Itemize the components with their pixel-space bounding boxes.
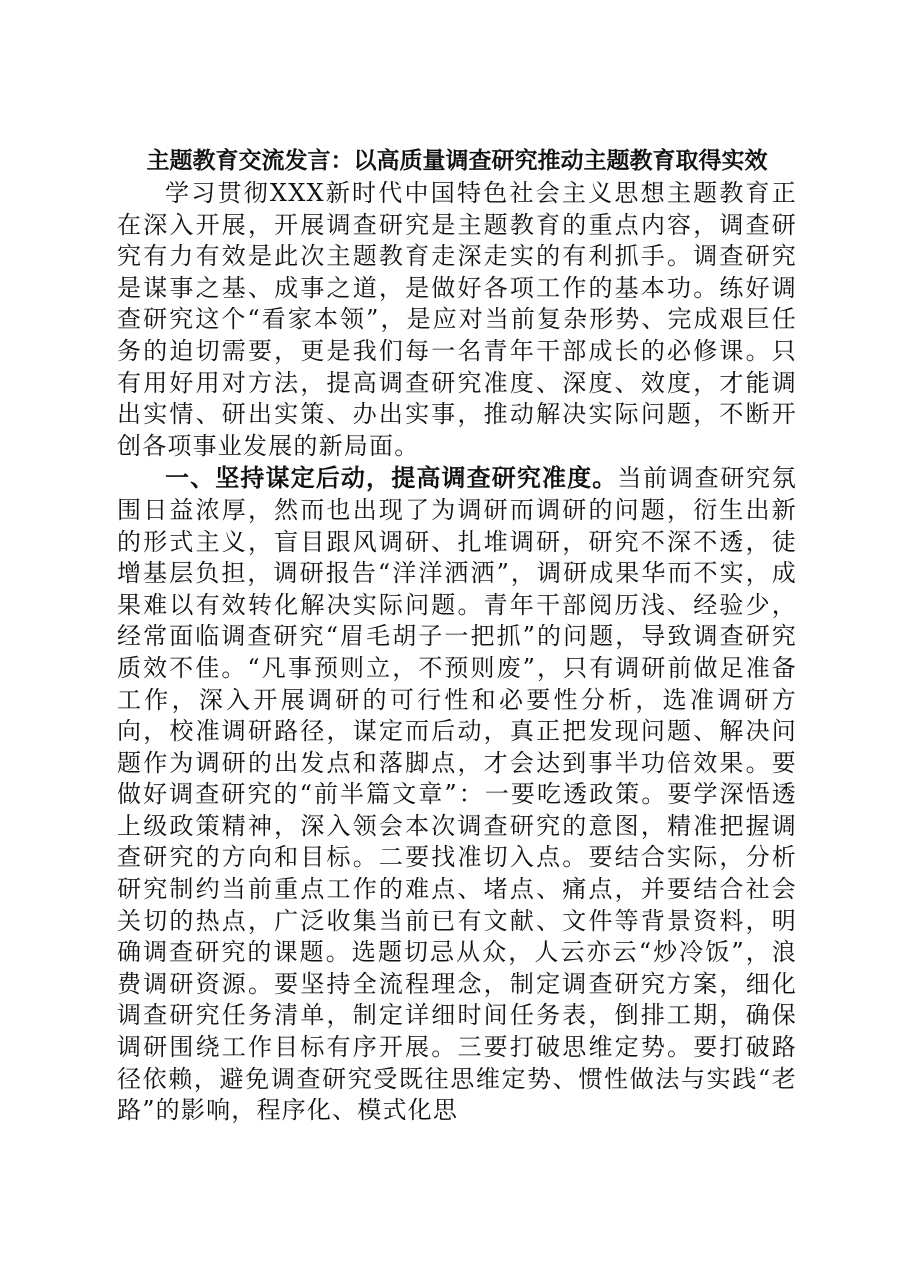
intro-paragraph-text: 学习贯彻XXX新时代中国特色社会主义思想主题教育正在深入开展，开展调查研究是主题教育的重点内容，调查研究有力有效是此次主题教育走深走实的有利抓手。调查研究是谋事之基、成事之道，是做好各项工作的基本功。练好调查研究这个“看家本领”，是应对当前复杂形势、完成艰巨任务的迫切需要，更是我们每一名青年干部成长的必修课。只有用好用对方法，提高调查研究准度、深度、效度，才能调出实情、研出实策、办出实事，推动解决实际问题，不断开创各项事业发展的新局面。 [117, 179, 797, 460]
document-title: 主题教育交流发言：以高质量调查研究推动主题教育取得实效 [146, 147, 768, 174]
intro-paragraph [117, 178, 797, 462]
document-body [117, 144, 797, 1127]
section-one-text: 当前调查研究氛围日益浓厚，然而也出现了为调研而调研的问题，衍生出新的形式主义，盲目跟风调研、扎堆调研，研究不深不透，徒增基层负担，调研报告“洋洋洒洒”，调研成果华而不实，成果难以有效转化解决实际问题。青年干部阅历浅、经验少，经常面临调查研究“眉毛胡子一把抓”的问题，导致调查研究质效不佳。“凡事预则立，不预则废”，只有调研前做足准备工作，深入开展调研的可行性和必要性分析，选准调研方向，校准调研路径，谋定而后动，真正把发现问题、解决问题作为调研的出发点和落脚点，才会达到事半功倍效果。要做好调查研究的“前半篇文章”：一要吃透政策。要学深悟透上级政策精神，深入领会本次调查研究的意图，精准把握调查研究的方向和目标。二要找准切入点。要结合实际，分析研究制约当前重点工作的难点、堵点、痛点，并要结合社会关切的热点，广泛收集当前已有文献、文件等背景资料，明确调查研究的课题。选题切忌从众，人云亦云“炒冷饭”，浪费调研资源。要坚持全流程理念，制定调查研究方案，细化调查研究任务清单，制定详细时间任务表，倒排工期，确保调研围绕工作目标有序开展。三要打破思维定势。要打破路径依赖，避免调查研究受既往思维定势、惯性做法与实践“老路”的影响，程序化、模式化思 [117, 464, 797, 1125]
section-one-paragraph [117, 462, 797, 1126]
section-one-heading: 一、坚持谋定后动，提高调查研究准度。 [165, 463, 618, 493]
